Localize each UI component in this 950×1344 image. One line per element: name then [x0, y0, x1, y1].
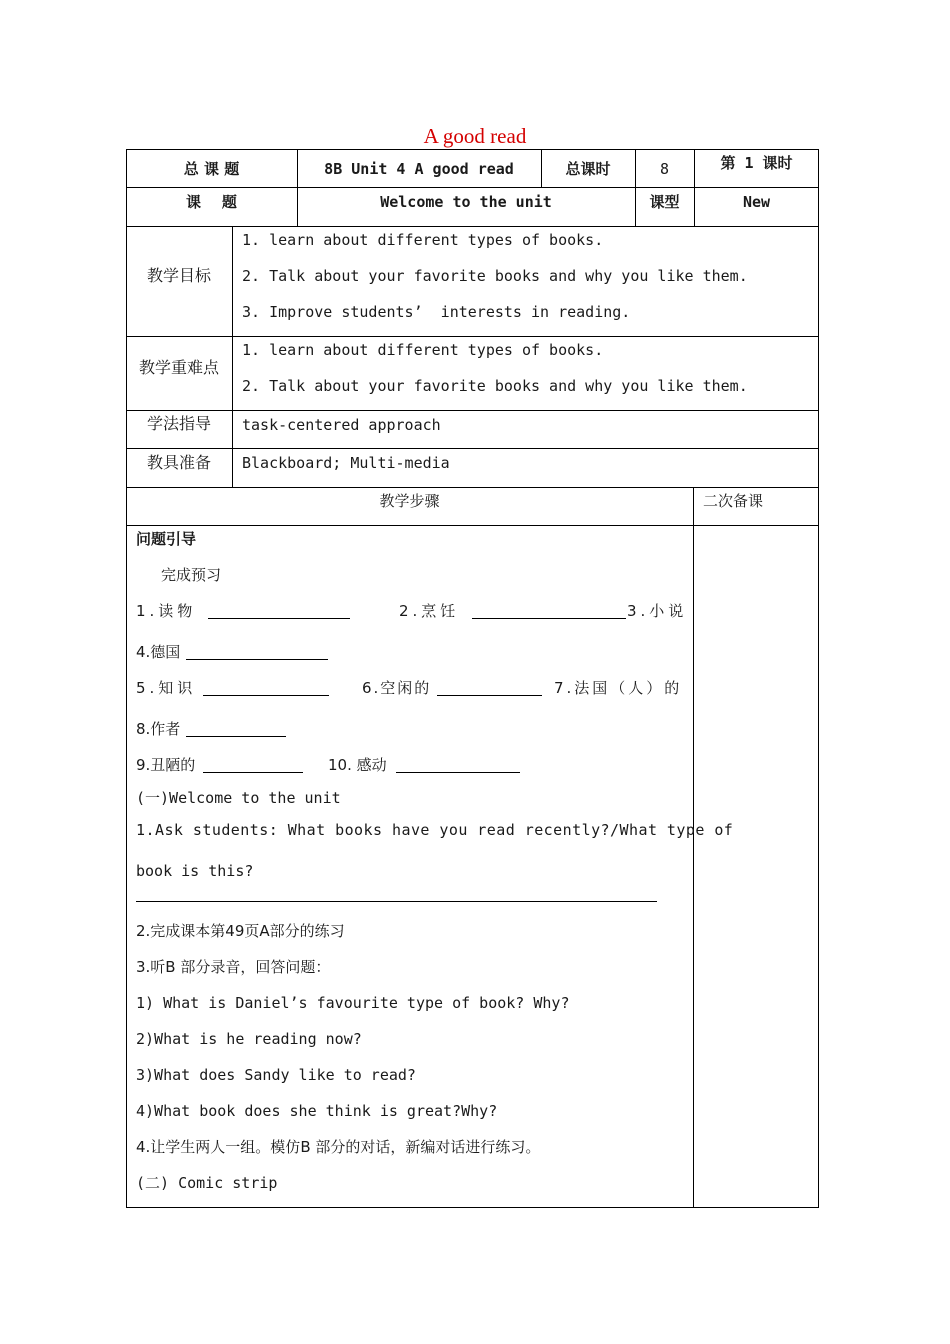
- answer-blank: [136, 901, 657, 902]
- question-3-3: 3)What does Sandy like to read?: [136, 1066, 416, 1084]
- tools-value: Blackboard; Multi-media: [242, 454, 450, 472]
- row-divider: [126, 187, 819, 188]
- row-divider: [126, 226, 819, 227]
- col-divider: [232, 226, 233, 488]
- vocab-item: 4.德国: [136, 643, 181, 661]
- answer-blank: [437, 695, 542, 696]
- row-divider: [126, 336, 819, 337]
- answer-blank: [203, 772, 303, 773]
- answer-blank: [208, 618, 350, 619]
- question-1: 1.Ask students: What books have you read recently?/What type of: [136, 821, 734, 839]
- answer-blank: [186, 659, 328, 660]
- row-divider: [126, 487, 819, 488]
- question-3-2: 2)What is he reading now?: [136, 1030, 362, 1048]
- total-hours-value: 8: [659, 160, 670, 178]
- topic-label: 总 课 题: [183, 160, 240, 178]
- row-divider: [126, 410, 819, 411]
- vocab-item: 2.烹饪: [399, 602, 460, 620]
- total-hours-label: 总课时: [565, 160, 611, 178]
- type-label: 课型: [649, 193, 680, 211]
- question-2: 2.完成课本第49页A部分的练习: [136, 922, 345, 940]
- part2-title: (二) Comic strip: [136, 1174, 278, 1192]
- objective-item: 1. learn about different types of books.: [242, 231, 604, 249]
- objective-item: 3. Improve students’ interests in reading.: [242, 303, 631, 321]
- type-value: New: [742, 193, 771, 211]
- objective-item: 2. Talk about your favorite books and why you like them.: [242, 267, 748, 285]
- question-1-cont: book is this?: [136, 862, 254, 880]
- vocab-item: 1.读物: [136, 602, 197, 620]
- lesson-label: 课 题: [186, 193, 237, 211]
- col-divider: [693, 487, 694, 1208]
- objectives-label: 教学目标: [146, 266, 211, 285]
- answer-blank: [472, 618, 626, 619]
- vocab-item: 3.小说: [627, 602, 688, 620]
- question-4: 4.让学生两人一组。模仿B 部分的对话，新编对话进行练习。: [136, 1138, 541, 1156]
- page-title: A good read: [423, 124, 527, 148]
- row-divider: [126, 448, 819, 449]
- tools-label: 教具准备: [146, 453, 211, 472]
- key-point-item: 2. Talk about your favorite books and why you like them.: [242, 377, 748, 395]
- section-title: 问题引导: [136, 530, 197, 548]
- vocab-item: 8.作者: [136, 720, 181, 738]
- key-points-label: 教学重难点: [138, 358, 219, 377]
- vocab-item: 6.空闲的: [362, 679, 432, 697]
- lesson-value: Welcome to the unit: [380, 193, 552, 211]
- vocab-item: 7.法国（人）的: [554, 679, 683, 697]
- answer-blank: [396, 772, 520, 773]
- preview-heading: 完成预习: [161, 566, 222, 584]
- question-3-4: 4)What book does she think is great?Why?: [136, 1102, 498, 1120]
- vocab-item: 9.丑陋的: [136, 756, 196, 774]
- answer-blank: [186, 736, 286, 737]
- side-header: 二次备课: [703, 492, 764, 510]
- method-label: 学法指导: [146, 414, 211, 433]
- row-divider: [126, 525, 819, 526]
- method-value: task-centered approach: [242, 416, 441, 434]
- steps-header: 教学步骤: [379, 492, 440, 510]
- lesson-number: 第 1 课时: [720, 154, 793, 172]
- question-3: 3.听B 部分录音，回答问题：: [136, 958, 331, 976]
- vocab-item: 5.知识: [136, 679, 197, 697]
- part1-title: (一)Welcome to the unit: [136, 789, 341, 807]
- topic-value: 8B Unit 4 A good read: [324, 160, 514, 178]
- question-3-1: 1) What is Daniel’s favourite type of book? Why?: [136, 994, 570, 1012]
- vocab-item: 10. 感动: [328, 756, 387, 774]
- answer-blank: [203, 695, 329, 696]
- key-point-item: 1. learn about different types of books.: [242, 341, 604, 359]
